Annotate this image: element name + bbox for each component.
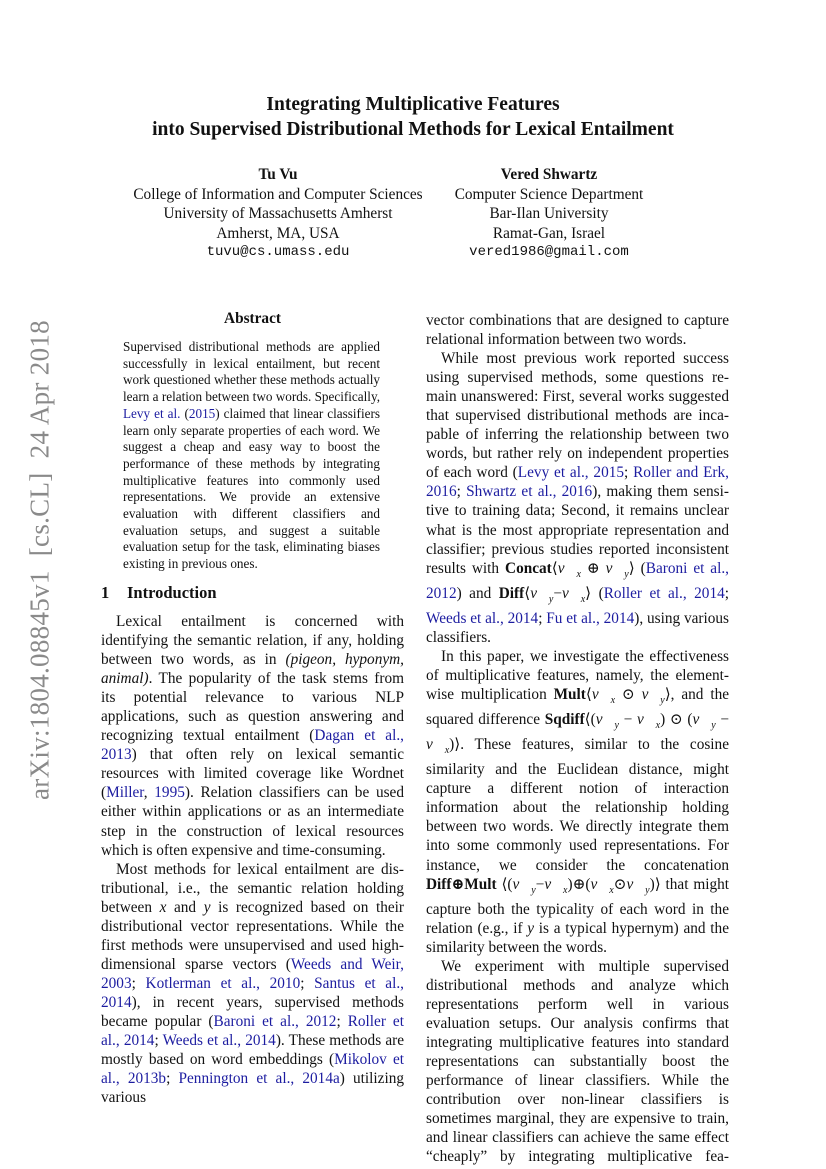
text-run: ⟨( bbox=[584, 711, 596, 729]
italic-term: y bbox=[203, 898, 211, 916]
abstract-heading: Abstract bbox=[224, 310, 281, 327]
text-run: Lexical entailment is concerned with identifying the semantic relation, if any, holding between two words, as in bbox=[101, 613, 404, 669]
citation-link[interactable]: Roller and Erk, 2016 bbox=[426, 464, 729, 501]
vector-symbol: $v⃗_x$ bbox=[544, 875, 568, 896]
text-run: ). These methods are mostly based on word embeddings ( bbox=[101, 1032, 404, 1069]
bold-term: Mult bbox=[553, 685, 586, 703]
body-paragraph bbox=[101, 860, 404, 1108]
right-column bbox=[426, 311, 729, 1166]
text-run: ⊙ bbox=[613, 875, 627, 893]
text-run: ) and bbox=[456, 584, 499, 602]
text-run: ; bbox=[336, 1012, 348, 1030]
vector-symbol: $v⃗_x$ bbox=[590, 875, 614, 896]
text-run: − bbox=[535, 875, 545, 893]
text-run: While most previous work reported success using supervised methods, some questions remain unanswered: First, several works suggested that supervised distributional methods are incapable of inferring the relationship between two words, but rather rely on independent properties of each word ( bbox=[426, 350, 729, 482]
text-run: ; bbox=[131, 974, 146, 992]
text-run: Most methods for lexical entailment are distributional, i.e., the semantic relation holding between bbox=[101, 860, 404, 916]
citation-link[interactable]: Shwartz et al., 2016 bbox=[466, 483, 593, 501]
citation-link[interactable]: Weeds et al., 2014 bbox=[426, 609, 539, 627]
section-heading-introduction bbox=[101, 583, 217, 603]
arxiv-stamp: arXiv:1804.08845v1 [cs.CL] 24 Apr 2018 bbox=[24, 320, 55, 800]
bold-term: Diff⊕Mult bbox=[426, 875, 497, 893]
author-affiliation: Computer Science Department bbox=[454, 185, 644, 203]
vector-symbol: $v⃗_y$ bbox=[530, 584, 554, 605]
text-run: ⟩ ( bbox=[585, 584, 604, 602]
vector-symbol: $v⃗_y$ bbox=[595, 711, 619, 732]
text-run: ) claimed that linear classifiers learn only separate properties of each word. We suggest a cheap and easy way to boost the performance of these methods by integrating multiplicative features into commonly used representations. We provide an extensive evaluation with different classifiers and evaluation setups, and suggest a suitable evaluation setup for the task, eliminating biases existing in previous ones. bbox=[123, 405, 380, 572]
vector-symbol: $v⃗_y$ bbox=[641, 685, 665, 707]
text-run: ⟨( bbox=[496, 875, 513, 893]
citation-link[interactable]: Dagan et al., 2013 bbox=[101, 727, 404, 764]
paper-title bbox=[0, 93, 826, 142]
author-affiliation: University of Massachusetts Amherst bbox=[163, 205, 393, 223]
citation-link[interactable]: 1995 bbox=[154, 784, 185, 802]
text-run: ), using various classifiers. bbox=[426, 609, 730, 646]
vector-symbol: $v⃗_x$ bbox=[562, 584, 586, 605]
text-run: ⊕ bbox=[580, 559, 606, 577]
text-run: ; bbox=[538, 609, 547, 627]
text-run: We experiment with multiple supervised distributional methods and analyze which representations perform well in various evaluation setups. Our analysis confirms that integrating multiplicative features into standard representations can substantially boost the performance of linear classifiers. While the contribution over non-linear classifiers is sometimes marginal, they are expensive to train, and linear classifiers can achieve the same effect “cheaply” by integrating multiplicative fea- bbox=[426, 957, 729, 1166]
text-run: ) ⊙ ( bbox=[660, 711, 693, 729]
vector-symbol: $v⃗_y$ bbox=[605, 559, 629, 580]
vector-symbol: $v⃗_x$ bbox=[557, 559, 581, 580]
author-email: tuvu@cs.umass.edu bbox=[206, 244, 350, 261]
citation-link[interactable]: 2015 bbox=[188, 405, 216, 421]
author-block-1 bbox=[118, 165, 438, 263]
text-run: ; bbox=[166, 1070, 179, 1088]
citation-link[interactable]: Santus et al., 2014 bbox=[101, 974, 404, 1011]
author-name: Tu Vu bbox=[258, 166, 298, 183]
text-run: ; bbox=[724, 584, 729, 602]
text-run: ⊙ bbox=[615, 685, 642, 703]
author-block-2 bbox=[439, 165, 659, 263]
vector-symbol: $v⃗_y$ bbox=[512, 875, 536, 896]
text-run: is recognized based on their distributional vector representations. While the first methods were unsupervised and used high-dimensional sparse vectors ( bbox=[101, 898, 404, 973]
vector-symbol: $v⃗_x$ bbox=[426, 736, 450, 757]
text-run: ( bbox=[180, 405, 189, 421]
italic-term: (pigeon, hyponym, animal) bbox=[101, 651, 405, 688]
abstract-paragraph bbox=[123, 339, 380, 573]
body-paragraph bbox=[101, 612, 404, 860]
vector-symbol: $v⃗_x$ bbox=[636, 711, 661, 732]
text-run: ) that often rely on lexical semantic resources with limited coverage like Wordnet ( bbox=[101, 746, 404, 802]
text-run: )⟩. These features, similar to the cosine similarity and the Euclidean distance, might capture a different notion of interaction information about the relationship holding between two words. We directly integrate them into some commonly used representations. For instance, we consider the concatenation bbox=[426, 736, 729, 874]
text-run: is a typical hypernym) and the similarity between the words. bbox=[426, 919, 729, 956]
body-paragraph bbox=[426, 647, 729, 957]
text-run: vector combinations that are designed to capture relational information between two words. bbox=[426, 312, 729, 349]
citation-link[interactable]: Baroni et al., 2012 bbox=[213, 1012, 337, 1030]
title-line-1: Integrating Multiplicative Features bbox=[266, 94, 560, 115]
text-run: Supervised distributional methods are applied successfully in lexical entailment, but recent work questioned whether these methods actually learn a relation between two words. Specifically, bbox=[123, 339, 380, 405]
vector-symbol: $v⃗_x$ bbox=[591, 685, 616, 707]
citation-link[interactable]: Mikolov et al., 2013b bbox=[101, 1051, 404, 1088]
author-email: vered1986@gmail.com bbox=[469, 244, 629, 261]
text-run: ) utilizing various bbox=[101, 1070, 404, 1107]
text-run: − bbox=[553, 584, 563, 602]
text-run: )⟩ that might capture both the typicality of each word in the relation (e.g., if bbox=[426, 875, 730, 937]
citation-link[interactable]: Kotlerman et al., 2010 bbox=[145, 974, 301, 992]
citation-link[interactable]: Levy et al., 2015 bbox=[517, 464, 625, 482]
abstract-body bbox=[123, 339, 380, 573]
text-run: ; bbox=[300, 974, 315, 992]
author-affiliation: College of Information and Computer Sciences bbox=[133, 185, 423, 203]
text-run: and bbox=[166, 898, 204, 916]
citation-link[interactable]: Weeds and Weir, 2003 bbox=[101, 955, 404, 992]
italic-term: x bbox=[159, 898, 167, 916]
text-run: ; bbox=[456, 483, 467, 501]
author-location: Ramat-Gan, Israel bbox=[492, 224, 606, 242]
text-run: ; bbox=[624, 464, 634, 482]
text-run: ⟩, and the squared difference bbox=[426, 685, 730, 729]
text-run: ⟩ ( bbox=[628, 559, 646, 577]
body-paragraph bbox=[426, 349, 729, 647]
text-run: ⟨ bbox=[551, 559, 558, 577]
text-run: ), in recent years, supervised methods became popular ( bbox=[101, 993, 404, 1030]
citation-link[interactable]: Levy et al. bbox=[123, 405, 181, 421]
text-run: ⟨ bbox=[585, 685, 592, 703]
citation-link[interactable]: Roller et al., 2014 bbox=[101, 1012, 404, 1050]
left-column bbox=[101, 612, 404, 1107]
body-paragraph bbox=[426, 311, 729, 349]
text-run: , bbox=[143, 784, 155, 802]
vector-symbol: $v⃗_y$ bbox=[626, 875, 650, 896]
citation-link[interactable]: Pennington et al., 2014a bbox=[178, 1070, 340, 1088]
vector-symbol: $v⃗_y$ bbox=[692, 711, 716, 732]
text-run: ), making them sensitive to training data; Second, it remains unclear what is the most appropriate representation and classifier; previous studies reported inconsistent results with bbox=[426, 483, 729, 577]
author-location: Amherst, MA, USA bbox=[216, 224, 340, 242]
citation-link[interactable]: Baroni et al., 2012 bbox=[426, 559, 729, 602]
section-number: 1 bbox=[101, 583, 110, 602]
text-run: − bbox=[715, 711, 730, 729]
bold-term: Sqdiff bbox=[544, 711, 585, 729]
citation-link[interactable]: Fu et al., 2014 bbox=[546, 609, 635, 627]
text-run: ; bbox=[154, 1032, 163, 1050]
text-run: In this paper, we investigate the effectiveness of multiplicative features, namely, the element-wise multiplication bbox=[426, 647, 729, 703]
bold-term: Concat bbox=[505, 559, 552, 577]
text-run: ⟨ bbox=[524, 584, 531, 602]
title-line-2: into Supervised Distributional Methods for Lexical Entailment bbox=[152, 118, 674, 140]
text-run: )⊕( bbox=[567, 875, 591, 893]
bold-term: Diff bbox=[498, 584, 525, 602]
citation-link[interactable]: Weeds et al., 2014 bbox=[162, 1032, 276, 1050]
italic-term: y bbox=[527, 919, 535, 937]
text-run: . The popularity of the task stems from its potential relevance to various NLP applications, such as question answering and recognizing textual entailment ( bbox=[101, 670, 404, 745]
text-run: ). Relation classifiers can be used either within applications or as an intermediate step in the construction of lexical resources which is often expensive and time-consuming. bbox=[101, 784, 404, 859]
section-title: Introduction bbox=[127, 583, 217, 602]
author-affiliation: Bar-Ilan University bbox=[489, 205, 609, 223]
citation-link[interactable]: Roller et al., 2014 bbox=[603, 584, 725, 602]
body-paragraph bbox=[426, 957, 729, 1167]
author-name: Vered Shwartz bbox=[500, 166, 598, 183]
citation-link[interactable]: Miller bbox=[106, 784, 144, 802]
text-run: − bbox=[618, 711, 637, 729]
